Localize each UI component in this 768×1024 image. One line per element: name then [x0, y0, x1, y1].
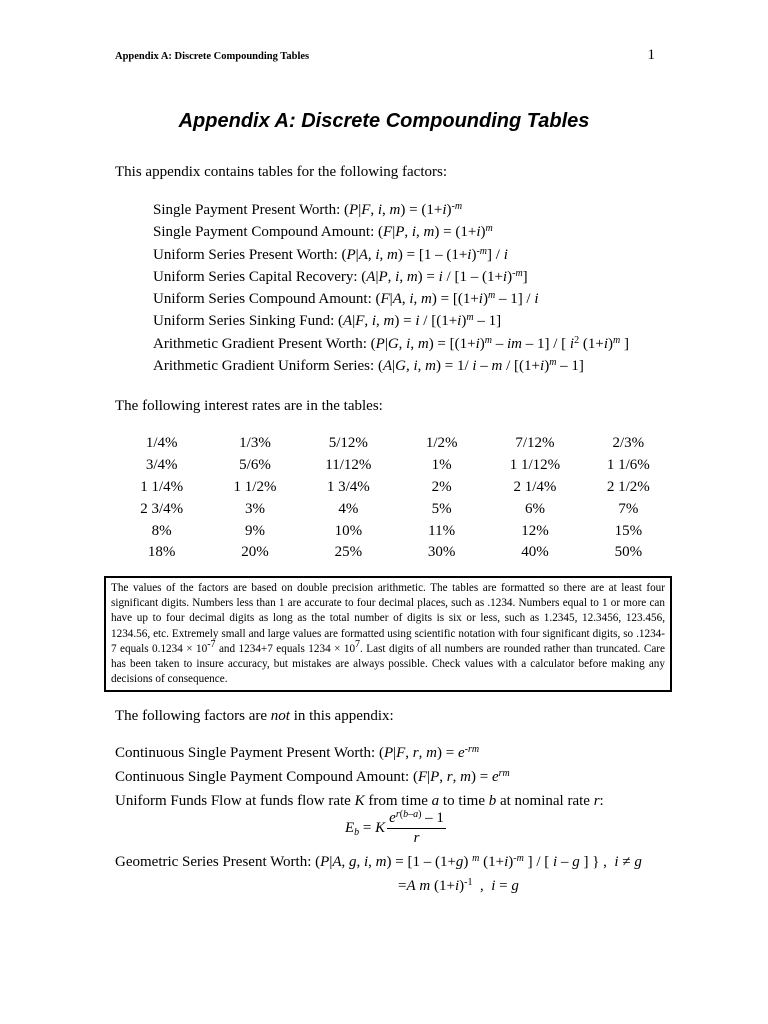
- rate-row: [115, 477, 675, 499]
- rate-cell: 40%: [521, 544, 549, 561]
- rate-cell: 18%: [147, 544, 176, 561]
- factor-formula: (F|P, i, $m) = (1+i)^m$: [378, 223, 493, 241]
- factor-list: [153, 199, 629, 377]
- rate-cell: 4%: [338, 500, 359, 517]
- factor-item: [153, 244, 629, 266]
- factor-formula: (P|G, i, $m) = [(1+i)^m$ – im – 1] / [ $i^2$ $(1+i)^m$ ]: [370, 334, 629, 352]
- factor-name: Uniform Series Sinking Fund:: [153, 313, 335, 330]
- rate-cell: 1/3%: [239, 435, 271, 452]
- factor-formula: (P|F, i, $m) = (1+i)^{-m}$: [344, 201, 463, 218]
- rate-cell: 3/4%: [145, 457, 178, 474]
- rate-cell: 7%: [618, 500, 639, 517]
- factor-item: [153, 199, 629, 221]
- factor-formula: (P|A, i, $m) = [1 - (1+i)^{-m}] / i$: [341, 245, 508, 263]
- rate-row: [115, 433, 675, 455]
- factor-name: Arithmetic Gradient Present Worth:: [153, 335, 367, 352]
- rate-cell: 1 1/4%: [140, 478, 184, 495]
- factor-item: [153, 266, 629, 288]
- rate-cell: 2 3/4%: [140, 500, 184, 517]
- factor-name: Uniform Series Present Worth:: [153, 246, 338, 263]
- rate-cell: 10%: [334, 522, 363, 539]
- precision-note-box: [104, 576, 672, 692]
- page-title: Appendix A: Discrete Compounding Tables: [178, 110, 590, 132]
- rate-cell: 1/2%: [425, 435, 458, 452]
- funds-flow-formula: [345, 810, 446, 847]
- rate-cell: 6%: [524, 500, 545, 517]
- rate-cell: 30%: [427, 544, 456, 561]
- factor-item: [153, 288, 629, 310]
- factor-name: Continuous Single Payment Compound Amount:: [115, 769, 410, 785]
- formula-lhs: $E_b = K$: [345, 820, 386, 838]
- factor-formula: (A|P, i, $m) = i / [1 - (1+i)^{-m}]$: [361, 267, 528, 285]
- geometric-series-formula: [115, 854, 642, 871]
- rate-row: [115, 498, 675, 520]
- rate-cell: 1 1/12%: [509, 457, 561, 474]
- note-text: The values of the factors are based on double precision arithmetic. The tables are formatted so there are at least four significant digits. Numbers less than 1 are accurate to four decimal places, such as .1234. Numbers equal to 1 or more can have up to four decimal digits as long as the total number of digits is six or less, such as 1.2345, 12.3456, 123.456, 1234.56, etc. Extremely small and large values are formatted using scientific notation with four significant digits, so .1234-7 equals 0.1234 × 10: [111, 582, 665, 655]
- factor-formula: (A|G, i, m) = 1/ $i - m / [(1+i)^m - 1]$: [377, 357, 584, 375]
- rate-row: [115, 520, 675, 542]
- factor-formula: (P|F, r, $m) = e^{-rm}$: [378, 744, 480, 761]
- rate-cell: 2 1/2%: [606, 478, 650, 495]
- rate-row: [115, 542, 675, 564]
- factor-name: Single Payment Compound Amount:: [153, 224, 375, 241]
- factor-name: Arithmetic Gradient Uniform Series:: [153, 358, 375, 375]
- factor-name: Continuous Single Payment Present Worth:: [115, 745, 376, 761]
- factor-item: [153, 333, 629, 355]
- rate-row: [115, 455, 675, 477]
- formula-denominator: r: [413, 830, 420, 846]
- rate-cell: 5%: [431, 500, 452, 517]
- factor-name: Uniform Funds Flow at funds flow rate K from time a to time b at nominal rate r:: [115, 793, 604, 809]
- excluded-factor-item: [115, 741, 604, 765]
- rate-cell: 2 1/4%: [513, 478, 557, 495]
- intro-paragraph: This appendix contains tables for the following factors:: [115, 164, 447, 180]
- rates-intro: The following interest rates are in the tables:: [115, 398, 383, 414]
- factor-formula: (P|A, g, i, m) = [1 – (1+g) $^m$ $(1+i)^{-m}$ ] / [ i – g ] } , i ≠ g: [315, 853, 642, 870]
- factor-name: Single Payment Present Worth:: [153, 202, 341, 218]
- factor-name: Geometric Series Present Worth:: [115, 854, 312, 870]
- rate-cell: 2/3%: [612, 435, 645, 452]
- geometric-series-formula-case2: =A m $(1+i)^{-1}$ , i = g: [398, 877, 519, 894]
- rate-cell: 8%: [151, 522, 172, 539]
- not-intro-text: in this appendix:: [289, 708, 394, 724]
- rate-cell: 9%: [244, 522, 265, 539]
- note-exponent: -7: [207, 638, 216, 650]
- rate-cell: 1 1/2%: [233, 478, 277, 495]
- rate-cell: 50%: [614, 544, 643, 561]
- rate-cell: 1%: [431, 457, 452, 474]
- rate-cell: 1 1/6%: [606, 457, 650, 474]
- factor-formula: (F|A, i, $m) = [(1+i)^m - 1] / i$: [375, 290, 539, 308]
- rate-cell: 25%: [334, 544, 363, 561]
- rate-cell: 1/4%: [145, 435, 178, 452]
- note-exponent: 7: [355, 638, 361, 650]
- rate-cell: 3%: [244, 500, 265, 517]
- factor-item: [153, 355, 629, 377]
- formula-fraction: [387, 810, 446, 847]
- rate-cell: 5/12%: [328, 435, 368, 452]
- page-number: 1: [647, 47, 655, 63]
- not-intro-emphasis: not: [270, 708, 290, 724]
- factor-name: Uniform Series Compound Amount:: [153, 291, 372, 308]
- rate-cell: 11%: [428, 522, 456, 539]
- factor-item: [153, 221, 629, 243]
- note-text: . Last digits of all numbers are rounded rather than truncated. Care has been taken to insure accuracy, but mistakes are always possible. Check values with a calculator before making any decisions of consequence.: [111, 642, 666, 686]
- rate-cell: 5/6%: [239, 457, 271, 474]
- factor-formula: (F|P, r, $m) = e^{rm}$: [412, 768, 510, 785]
- running-header-title: Appendix A: Discrete Compounding Tables: [115, 51, 310, 62]
- rate-cell: 7/12%: [515, 435, 555, 452]
- rate-cell: 15%: [614, 522, 643, 539]
- rate-cell: 2%: [431, 478, 452, 495]
- formula-numerator: $e^{r(b-a)} - 1$: [387, 810, 446, 829]
- factor-formula: (A|F, i, $m) = i / [(1+i)^m - 1]$: [338, 312, 502, 330]
- factor-item: [153, 310, 629, 332]
- rate-cell: 20%: [241, 544, 269, 561]
- excluded-factor-item: [115, 765, 604, 789]
- not-included-intro: [115, 708, 394, 725]
- rate-cell: 12%: [521, 522, 549, 539]
- note-text: and 1234+7 equals 1234 × 10: [215, 642, 356, 655]
- not-intro-text: The following factors are: [115, 708, 271, 724]
- factor-name: Uniform Series Capital Recovery:: [153, 268, 358, 285]
- rate-cell: 11/12%: [325, 457, 372, 474]
- rate-cell: 1 3/4%: [326, 478, 370, 495]
- interest-rate-table: [115, 433, 675, 564]
- excluded-factor-list: [115, 741, 604, 813]
